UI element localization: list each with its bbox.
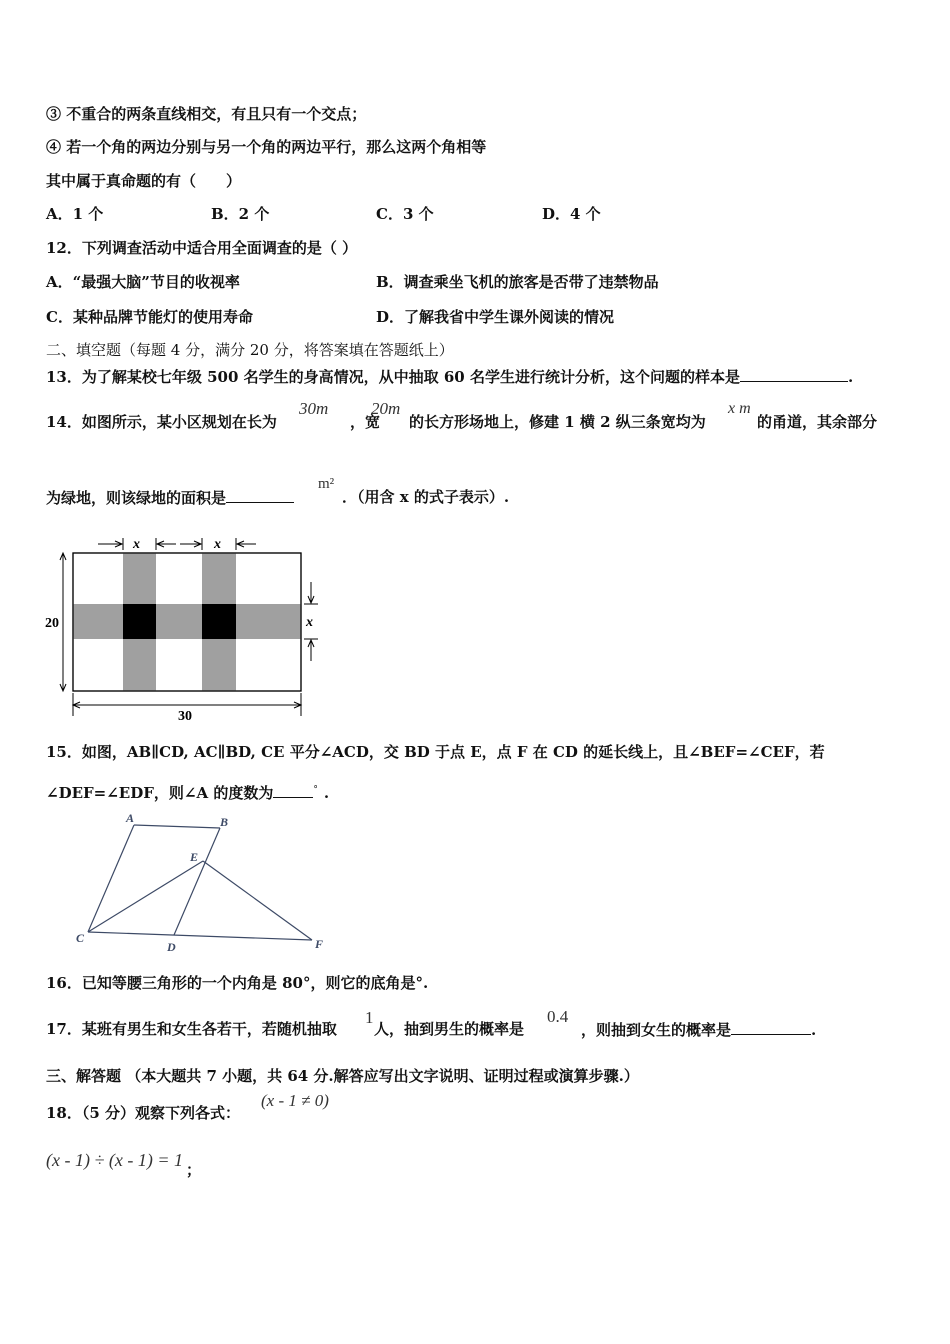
- q11-option-c: C．3 个: [376, 205, 434, 223]
- q14-width: 20m: [371, 399, 401, 418]
- q14-answer-blank: [226, 487, 294, 503]
- q17-text-b: 人，抽到男生的概率是: [374, 1020, 525, 1038]
- q13-text: 13．为了解某校七年级 500 名学生的身高情况，从中抽取 60 名学生进行统计分析，这个问题的样本是: [46, 368, 740, 386]
- q17-text-c: ，则抽到女生的概率是: [581, 1021, 732, 1039]
- q14-text-c: 的长方形场地上，修建 1 横 2 纵三条宽均为: [409, 413, 706, 431]
- q17-period: .: [811, 1021, 817, 1039]
- q12-option-b: B．调查乘坐飞机的旅客是否带了违禁物品: [376, 273, 659, 291]
- segment-ef: [203, 861, 312, 940]
- question-16: 16．已知等腰三角形的一个内角是 80°，则它的底角是°.: [46, 974, 429, 992]
- statement-3: ③ 不重合的两条直线相交，有且只有一个交点；: [46, 105, 367, 123]
- point-d-label: D: [167, 940, 176, 954]
- q14-length: 30m: [299, 399, 329, 418]
- question-15-line2: [46, 780, 329, 803]
- q13-answer-blank: [740, 366, 848, 382]
- top-x-label-2: x: [214, 537, 221, 552]
- section-2-heading: 二、填空题（每题 4 分，满分 20 分，将答案填在答题纸上）: [46, 341, 454, 359]
- q17-probability: 0.4: [547, 1007, 569, 1026]
- segment-ab: [134, 825, 220, 828]
- question-13: [46, 366, 853, 387]
- question-11-prompt: 其中属于真命题的有（ ）: [46, 172, 242, 190]
- q15-text-b: ∠DEF=∠EDF，则∠A 的度数为: [46, 784, 274, 802]
- q14-text-d: 的甬道，其余部分: [757, 413, 878, 431]
- q15-geometry-figure: [70, 808, 340, 958]
- q18-semicolon: ；: [186, 1161, 202, 1179]
- top-x-label-1: x: [133, 537, 140, 552]
- q14-path-width: x m: [728, 400, 751, 417]
- q11-option-d: D．4 个: [542, 205, 601, 223]
- question-17-end: [581, 1019, 816, 1040]
- segment-ac: [88, 825, 134, 932]
- point-e-label: E: [190, 850, 199, 864]
- top-x-arrows: [98, 538, 256, 550]
- q15-degree: °: [313, 785, 318, 795]
- q11-option-b: B．2 个: [211, 205, 270, 223]
- intersection-2: [202, 604, 236, 639]
- point-a-label: A: [126, 811, 135, 825]
- segment-bd: [174, 828, 220, 935]
- q14-text-b: ，宽: [350, 413, 381, 431]
- intersection-1: [123, 604, 156, 639]
- segment-cf: [88, 932, 312, 940]
- question-12: 12．下列调查活动中适合用全面调查的是（ ）: [46, 239, 358, 257]
- section-3-heading: 三、解答题 （本大题共 7 小题，共 64 分.解答应写出文字说明、证明过程或演算步骤.）: [46, 1067, 639, 1085]
- q14-unit: m²: [318, 476, 335, 492]
- q15-answer-blank: [273, 782, 313, 798]
- point-b-label: B: [220, 815, 229, 829]
- q18-equation-1: (x - 1) ÷ (x - 1) = 1: [46, 1150, 183, 1170]
- statement-4: ④ 若一个角的两边分别与另一个角的两边平行，那么这两个角相等: [46, 138, 487, 156]
- q12-option-c: C．某种品牌节能灯的使用寿命: [46, 308, 253, 326]
- q14-text-e: 为绿地，则该绿地的面积是: [46, 489, 227, 507]
- q11-option-a: A．1 个: [46, 205, 104, 223]
- height-label: 20: [45, 616, 59, 631]
- right-x-label: x: [306, 615, 313, 630]
- horizontal-path: [73, 604, 301, 639]
- question-14-line1: [46, 412, 277, 432]
- segment-ce: [88, 861, 203, 932]
- q17-answer-blank: [731, 1019, 811, 1035]
- q13-period: .: [847, 368, 854, 386]
- question-14-line2: [46, 487, 294, 508]
- question-15-line1: 15．如图，AB∥CD, AC∥BD, CE 平分∠ACD，交 BD 于点 E，点 F 在 CD 的延长线上，且∠BEF=∠CEF，若: [46, 743, 825, 761]
- q17-text-a: 17．某班有男生和女生各若干，若随机抽取: [46, 1020, 337, 1038]
- q14-field-figure: [40, 530, 330, 725]
- q18-condition: (x - 1 ≠ 0): [261, 1091, 329, 1110]
- q14-text-f: ．（用含 x 的式子表示）.: [342, 488, 510, 506]
- width-label: 30: [178, 709, 192, 724]
- q12-option-d: D．了解我省中学生课外阅读的情况: [376, 308, 615, 326]
- q17-count: 1: [365, 1008, 374, 1027]
- point-f-label: F: [315, 937, 324, 951]
- q12-option-a: A．“最强大脑”节目的收视率: [46, 273, 240, 291]
- point-c-label: C: [76, 931, 85, 945]
- left-height-arrow: [60, 553, 66, 691]
- q15-period: .: [323, 784, 330, 802]
- question-18: 18．（5 分）观察下列各式：: [46, 1104, 241, 1122]
- q14-text-a: 14．如图所示，某小区规划在长为: [46, 413, 277, 431]
